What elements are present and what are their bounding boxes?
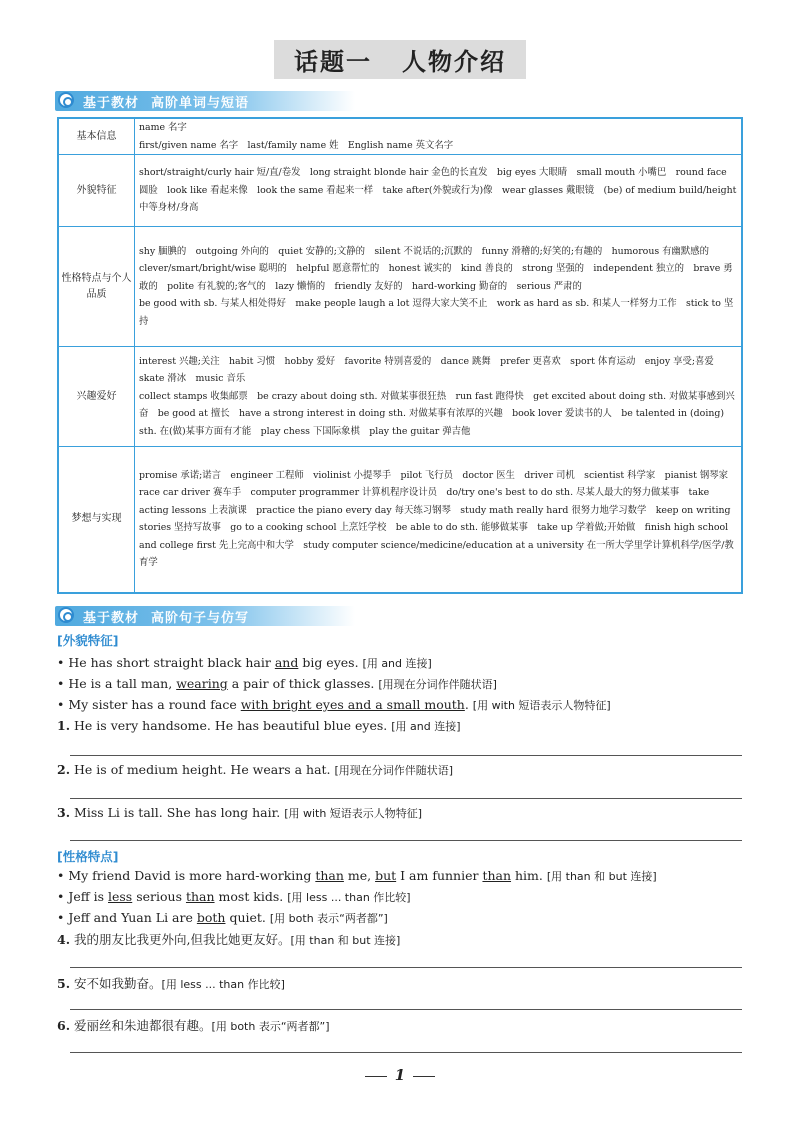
- exercise-question: 4. 我的朋友比我更外向,但我比她更友好。[用 than 和 but 连接]: [57, 932, 401, 947]
- vocab-category: 兴趣爱好: [58, 347, 135, 447]
- vocab-row: [58, 118, 742, 155]
- exercise-question: 6. 爱丽丝和朱迪都很有趣。[用 both 表示“两者都”]: [57, 1018, 330, 1033]
- vocab-category: 基本信息: [58, 118, 135, 155]
- exercise-question: 1. He is very handsome. He has beautiful blue eyes. [用 and 连接]: [57, 718, 461, 733]
- vocab-line: shy 腼腆的 outgoing 外向的 quiet 安静的;文静的 silent 不说话的;沉默的 funny 滑稽的;好笑的;有趣的 humorous 有幽默感的 clever/smart/bright/wise 聪明的 helpful 愿意帮忙的 honest 诚实的 kind 善良的 strong 坚强的 independent 独立的 brave 勇敢的 polite 有礼貌的;客气的 lazy 懒惰的 friendly 友好的 hard-working 勤奋的 serious 严肃的: [139, 245, 733, 292]
- page-number: 1: [0, 1066, 800, 1084]
- example-sentence: • My sister has a round face with bright eyes and a small mouth. [用 with 短语表示人物特征]: [57, 697, 611, 712]
- exercise-question: 5. 安不如我勤奋。[用 less ... than 作比较]: [57, 976, 285, 991]
- exercise-question: 3. Miss Li is tall. She has long hair. [用 with 短语表示人物特征]: [57, 805, 423, 820]
- example-sentence: • Jeff and Yuan Li are both quiet. [用 both 表示“两者都”]: [57, 910, 388, 925]
- vocab-line: collect stamps 收集邮票 be crazy about doing sth. 对做某事很狂热 run fast 跑得快 get excited about doing sth. 对做某事感到兴奋 be good at 擅长 have a strong interest in doing sth. 对做某事有浓厚的兴趣 book lover 爱读书的人 be talented in (doing) sth. 在(做)某事方面有才能 play chess 下国际象棋 play the guitar 弹吉他: [139, 390, 735, 437]
- exercise-question: 2. He is of medium height. He wears a hat. [用现在分词作伴随状语]: [57, 762, 454, 777]
- banner-label-a: 基于教材: [83, 96, 140, 111]
- vocab-line: be good with sb. 与某人相处得好 make people laugh a lot 逗得大家大笑不止 work as hard as sb. 和某人一样努力工作 stick to 坚持: [139, 298, 734, 327]
- answer-line[interactable]: [70, 967, 742, 968]
- vocab-line: race car driver 赛车手 computer programmer 计算机程序设计员 do/try one's best to do sth. 尽某人最大的努力做某事 take acting lessons 上表演课 practice the piano every day 每天练习钢琴 study math really hard 很努力地学习数学 keep on writing stories 坚持写故事 go to a cooking school 上烹饪学校 be able to do sth. 能够做某事 take up 学着做;开始做 finish high school and college first 先上完高中和大学 study computer science/medicine/education at a university 在一所大学里学计算机科学/医学/教育学: [139, 487, 734, 569]
- banner-label-b: 高阶单词与短语: [151, 96, 250, 111]
- answer-line[interactable]: [70, 755, 742, 756]
- target-icon: [58, 92, 74, 108]
- section-banner-vocab: [55, 91, 355, 111]
- banner-label-b: 高阶句子与仿写: [151, 611, 250, 626]
- vocab-line: name 名字: [139, 122, 187, 133]
- vocab-line: first/given name 名字 last/family name 姓 English name 英文名字: [139, 139, 454, 151]
- banner-label-a: 基于教材: [83, 611, 140, 626]
- example-sentence: • My friend David is more hard-working than me, but I am funnier than him. [用 than 和 but 连接]: [57, 868, 657, 883]
- answer-line[interactable]: [70, 840, 742, 841]
- vocab-category: 梦想与实现: [58, 447, 135, 593]
- vocab-row: [58, 347, 742, 447]
- example-sentence: • He is a tall man, wearing a pair of thick glasses. [用现在分词作伴随状语]: [57, 676, 497, 691]
- vocab-line: promise 承诺;诺言 engineer 工程师 violinist 小提琴手 pilot 飞行员 doctor 医生 driver 司机 scientist 科学家 pianist 钢琴家: [139, 469, 728, 481]
- subsection-head-appearance: [外貌特征]: [57, 633, 119, 648]
- example-sentence: • He has short straight black hair and big eyes. [用 and 连接]: [57, 655, 432, 670]
- vocab-category: 外貌特征: [58, 155, 135, 227]
- example-sentence: • Jeff is less serious than most kids. [用 less ... than 作比较]: [57, 889, 411, 904]
- vocab-line: interest 兴趣;关注 habit 习惯 hobby 爱好 favorite 特别喜爱的 dance 跳舞 prefer 更喜欢 sport 体育运动 enjoy 享受;喜爱 skate 滑冰 music 音乐: [139, 355, 724, 385]
- title-subject: 人物介绍: [402, 48, 506, 76]
- subsection-head-personality: [性格特点]: [57, 849, 119, 864]
- answer-line[interactable]: [70, 1052, 742, 1053]
- vocab-table: [57, 117, 743, 594]
- title-topic: 话题一: [294, 48, 372, 76]
- answer-line[interactable]: [70, 798, 742, 799]
- vocab-row: [58, 227, 742, 347]
- answer-line[interactable]: [70, 1009, 742, 1010]
- section-banner-sentences: [55, 606, 355, 626]
- page-title: [0, 40, 800, 79]
- vocab-row: [58, 155, 742, 227]
- vocab-category: 性格特点与个人品质: [58, 227, 135, 347]
- vocab-line: short/straight/curly hair 短/直/卷发 long straight blonde hair 金色的长直发 big eyes 大眼睛 small mouth 小嘴巴 round face 圆脸 look like 看起来像 look the same 看起来一样 take after(外貌或行为)像 wear glasses 戴眼镜 (be) of medium build/height 中等身材/身高: [139, 167, 737, 214]
- target-icon: [58, 607, 74, 623]
- vocab-row: [58, 447, 742, 593]
